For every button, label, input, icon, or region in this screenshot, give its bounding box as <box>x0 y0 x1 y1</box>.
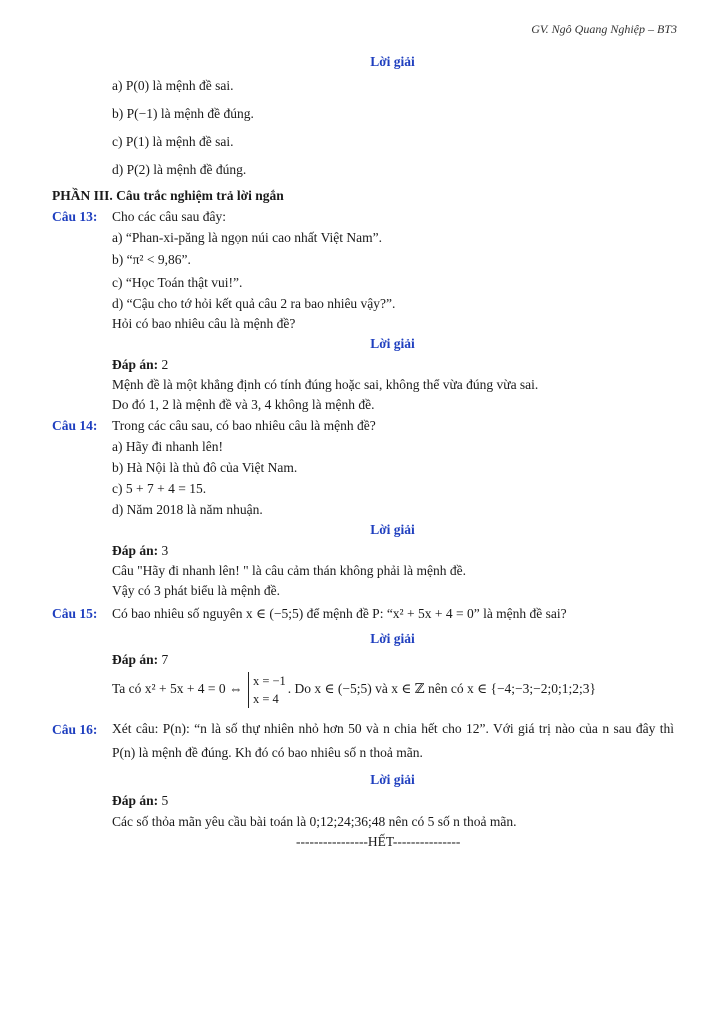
question-13-explanation-2: Do đó 1, 2 là mệnh đề và 3, 4 không là mệnh đề. <box>112 397 375 412</box>
case-2: x = 4 <box>252 692 279 706</box>
explanation-prefix: Ta có x² + 5x + 4 = 0 ⇔ <box>112 681 243 697</box>
page-header: GV. Ngô Quang Nghiệp – BT3 <box>531 22 677 36</box>
question-15-explanation <box>112 672 596 708</box>
question-13-option-a: a) “Phan-xi-păng là ngọn núi cao nhất Việt Nam”. <box>112 230 382 245</box>
question-14-explanation-1: Câu "Hãy đi nhanh lên! " là câu cảm thán không phải là mệnh đề. <box>112 563 467 578</box>
question-15-answer <box>112 652 168 668</box>
question-16-label: Câu 16: <box>52 722 98 737</box>
question-14-label: Câu 14: <box>52 418 98 433</box>
part1-item-c: c) P(1) là mệnh đề sai. <box>112 134 234 149</box>
question-14-option-b: b) Hà Nội là thủ đô của Việt Nam. <box>112 460 298 475</box>
solution-heading: Lời giải <box>370 631 415 646</box>
answer-label: Đáp án: <box>112 543 159 558</box>
question-15-text: Có bao nhiêu số nguyên x ∈ (−5;5) để mệnh đề P: “x² + 5x + 4 = 0” là mệnh đề sai? <box>112 606 567 621</box>
explanation-suffix: . Do x ∈ (−5;5) và x ∈ ℤ nên có x ∈ {−4;−3;−2;0;1;2;3} <box>287 681 597 697</box>
end-mark: ----------------HẾT--------------- <box>296 834 461 849</box>
question-14-option-d: d) Năm 2018 là năm nhuận. <box>112 502 263 517</box>
part1-item-b: b) P(−1) là mệnh đề đúng. <box>112 106 254 121</box>
solution-heading: Lời giải <box>370 336 415 351</box>
question-13-question: Hỏi có bao nhiêu câu là mệnh đề? <box>112 316 296 331</box>
question-14-option-a: a) Hãy đi nhanh lên! <box>112 439 223 454</box>
question-14-option-c: c) 5 + 7 + 4 = 15. <box>112 481 207 496</box>
question-16-answer <box>112 793 168 809</box>
answer-value: 7 <box>161 652 169 667</box>
answer-label: Đáp án: <box>112 652 159 667</box>
part1-item-a: a) P(0) là mệnh đề sai. <box>112 78 234 93</box>
part1-item-d: d) P(2) là mệnh đề đúng. <box>112 162 247 177</box>
question-13-intro: Cho các câu sau đây: <box>112 209 226 224</box>
solution-heading: Lời giải <box>370 522 415 537</box>
question-14-intro: Trong các câu sau, có bao nhiêu câu là mệnh đề? <box>112 418 376 433</box>
answer-value: 3 <box>161 543 169 558</box>
question-13-explanation-1: Mệnh đề là một khẳng định có tính đúng hoặc sai, không thể vừa đúng vừa sai. <box>112 377 539 392</box>
question-13-option-d: d) “Cậu cho tớ hỏi kết quả câu 2 ra bao nhiêu vậy?”. <box>112 296 396 311</box>
answer-value: 2 <box>161 357 169 372</box>
question-13-answer <box>112 357 168 373</box>
question-14-answer <box>112 543 168 559</box>
part-title: PHẦN III. Câu trắc nghiệm trả lời ngắn <box>52 188 284 203</box>
case-1: x = −1 <box>252 674 286 688</box>
question-13-option-c: c) “Học Toán thật vui!”. <box>112 275 243 290</box>
question-16-text: Xét câu: P(n): “n là số thự nhiên nhỏ hơn 50 và n chia hết cho 12”. Với giá trị nào của n sau đây thì P(n) là mệnh đề đúng. Kh đó có bao nhiêu số n thoả mãn. <box>112 721 674 760</box>
case-bracket <box>248 672 286 708</box>
question-15-label: Câu 15: <box>52 606 98 621</box>
answer-value: 5 <box>161 793 169 808</box>
answer-label: Đáp án: <box>112 793 159 808</box>
question-13-option-b: b) “π² < 9,86”. <box>112 252 191 267</box>
question-16-explanation: Các số thỏa mãn yêu cầu bài toán là 0;12;24;36;48 nên có 5 số n thoả mãn. <box>112 814 517 829</box>
question-14-explanation-2: Vậy có 3 phát biểu là mệnh đề. <box>112 583 280 598</box>
solution-heading: Lời giải <box>370 54 415 69</box>
solution-heading: Lời giải <box>370 772 415 787</box>
question-13-label: Câu 13: <box>52 209 98 224</box>
answer-label: Đáp án: <box>112 357 159 372</box>
